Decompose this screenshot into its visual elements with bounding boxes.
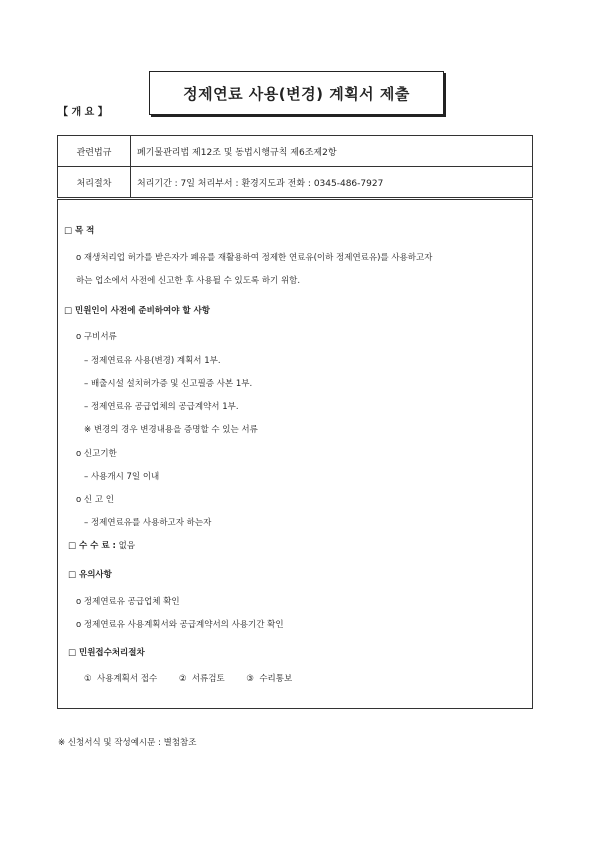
table-row [58, 136, 533, 167]
process-steps: ① 사용계획서 접수 ② 서류검토 ③ 수리통보 [84, 674, 293, 684]
list-item: – 배출시설 설치허가증 및 신고필증 사본 1부. [84, 379, 253, 389]
process-heading: □ 민원접수처리절차 [68, 648, 145, 658]
list-item: o 정제연료유 사용계획서와 공급계약서의 사용기간 확인 [76, 620, 284, 630]
fee-row [68, 539, 135, 551]
fee-label: □ 수 수 료 : [68, 541, 116, 551]
info-table [57, 135, 533, 198]
page-title: 정제연료 사용(변경) 계획서 제출 [149, 71, 444, 115]
list-item: – 사용개시 7일 이내 [84, 472, 160, 482]
overview-label: 【 개 요 】 [58, 107, 108, 118]
list-item: o 정제연료유 공급업체 확인 [76, 597, 180, 607]
list-item: – 정제연료유를 사용하고자 하는자 [84, 518, 212, 528]
doc-note: ※ 변경의 경우 변경내용을 증명할 수 있는 서류 [84, 425, 258, 435]
table-row [58, 167, 533, 198]
cautions-heading: □ 유의사항 [68, 570, 112, 580]
docs-label: o 구비서류 [76, 332, 117, 342]
content-box [57, 199, 533, 709]
info-value: 폐기물관리법 제12조 및 동법시행규칙 제6조제2항 [131, 136, 533, 167]
purpose-text: 하는 업소에서 사전에 신고한 후 사용될 수 있도록 하기 위함. [76, 276, 301, 286]
purpose-heading: □ 목 적 [64, 226, 95, 236]
purpose-text: o 재생처리업 허가를 받은자가 폐유를 재활용하여 정제한 연료유(이하 정제연료유)를 사용하고자 [76, 253, 433, 263]
list-item: – 정제연료유 공급업체의 공급계약서 1부. [84, 402, 239, 412]
info-key: 처리절차 [58, 167, 131, 198]
fee-value: 없음 [115, 541, 136, 551]
footnote: ※ 신청서식 및 작성예시문 : 별첨참조 [58, 738, 197, 748]
reporter-label: o 신 고 인 [76, 495, 114, 505]
info-key: 관련법규 [58, 136, 131, 167]
deadline-label: o 신고기한 [76, 449, 117, 459]
list-item: – 정제연료유 사용(변경) 계획서 1부. [84, 356, 221, 366]
prep-heading: □ 민원인이 사전에 준비하여야 할 사항 [64, 306, 210, 316]
info-value: 처리기간 : 7일 처리부서 : 환경지도과 전화 : 0345-486-7927 [131, 167, 533, 198]
